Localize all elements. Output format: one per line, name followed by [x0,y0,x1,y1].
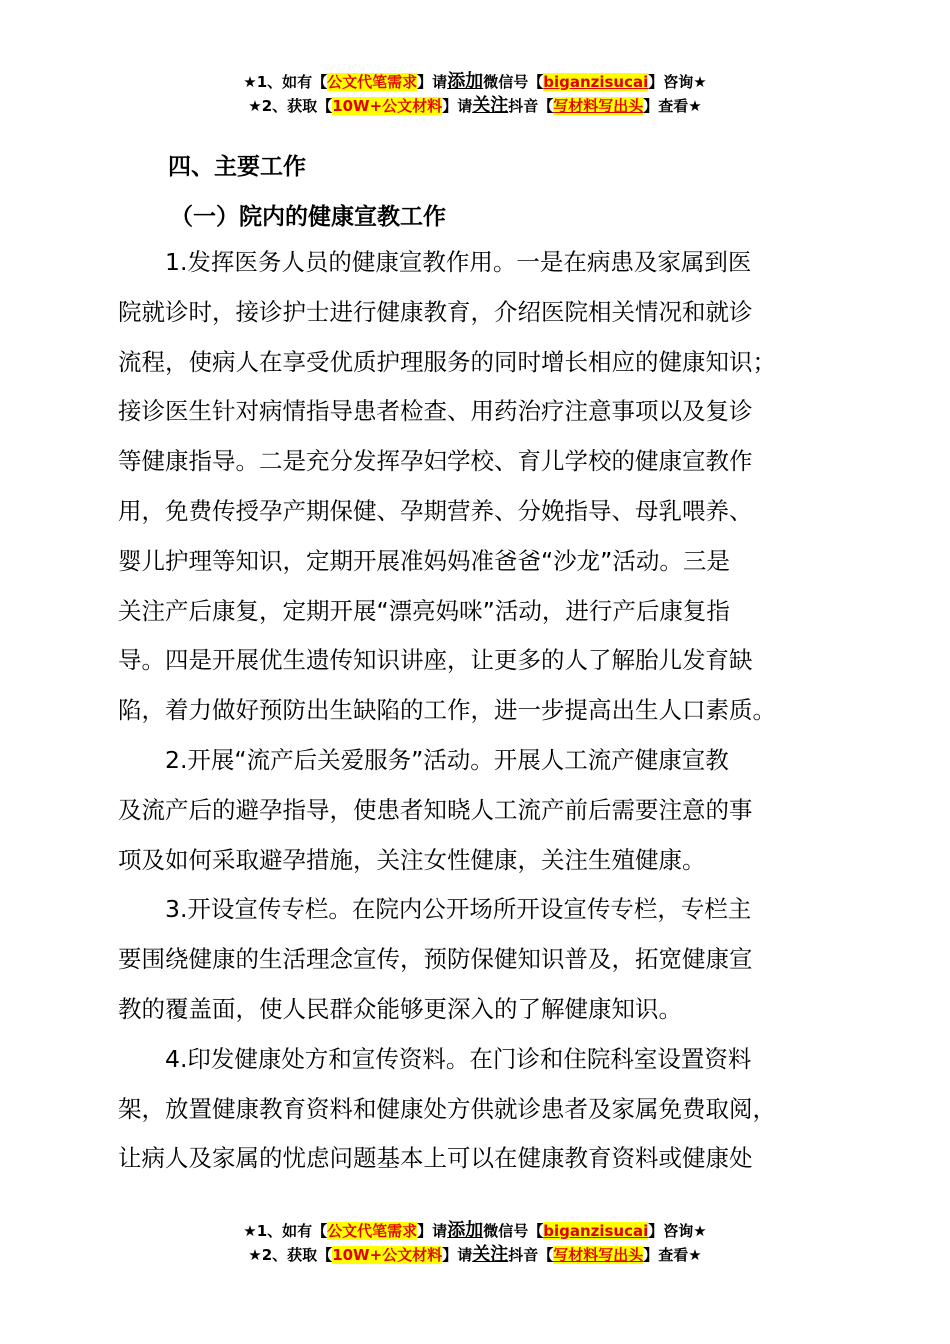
douyin-id: 写材料写出头 [553,1246,644,1264]
promo-line-2 [0,1243,950,1267]
text-line: 导。四是开展优生遗传知识讲座，让更多的人了解胎儿发育缺 [118,646,753,675]
text-line: 4.印发健康处方和宣传资料。在门诊和住院科室设置资料 [118,1044,752,1073]
text-line: 陷，着力做好预防出生缺陷的工作，进一步提高出生人口素质。 [118,696,776,725]
t: 抖音【 [508,97,554,115]
t: ★1、如有【 [243,73,328,91]
text-line: 3.开设宣传专栏。在院内公开场所开设宣传专栏，专栏主 [118,895,752,924]
wechat-id: biganzisucai [543,73,649,91]
t: 】请 [442,97,473,115]
text-line: 等健康指导。二是充分发挥孕妇学校、育儿学校的健康宣教作 [118,447,753,476]
highlight-text: 公文代笔需求 [327,1222,418,1240]
text-line: 1.发挥医务人员的健康宣教作用。一是在病患及家属到医 [118,248,752,276]
promo-header [0,70,950,118]
text-line: 接诊医生针对病情指导患者检查、用药治疗注意事项以及复诊 [118,397,753,426]
promo-line-2 [0,94,950,118]
promo-footer [0,1219,950,1267]
text-line: 2.开展“流产后关爱服务”活动。开展人工流产健康宣教 [118,746,729,774]
highlight-text: 10W+公文材料 [332,97,443,115]
promo-line-1 [0,1219,950,1243]
t: 】咨询★ [648,1222,707,1240]
text-line: 教的覆盖面，使人民群众能够更深入的了解健康知识。 [118,995,682,1023]
t: 添加 [447,1220,484,1241]
t: 关注 [472,95,509,116]
text-line: 婴儿护理等知识，定期开展准妈妈准爸爸“沙龙”活动。三是 [118,546,730,575]
t: 】咨询★ [648,73,707,91]
t: 】查看★ [643,97,702,115]
section-heading: 四、主要工作 [168,154,306,180]
text-line: 及流产后的避孕指导，使患者知晓人工流产前后需要注意的事 [118,795,753,824]
t: 微信号【 [483,1222,544,1240]
text-line: 让病人及家属的忧虑问题基本上可以在健康教育资料或健康处 [118,1144,753,1173]
subsection-heading: （一）院内的健康宣教工作 [170,204,446,230]
text-line: 架，放置健康教育资料和健康处方供就诊患者及家属免费取阅， [118,1094,776,1123]
t: 】请 [417,73,448,91]
text-line: 要围绕健康的生活理念宣传，预防保健知识普及，拓宽健康宣 [118,945,753,974]
t: 添加 [447,71,484,92]
t: 】请 [417,1222,448,1240]
t: 微信号【 [483,73,544,91]
douyin-id: 写材料写出头 [553,97,644,115]
text-line: 用，免费传授孕产期保健、孕期营养、分娩指导、母乳喂养、 [118,497,753,525]
t: 抖音【 [508,1246,554,1264]
t: ★2、获取【 [248,1246,333,1264]
t: 】查看★ [643,1246,702,1264]
text-line: 项及如何采取避孕措施，关注女性健康，关注生殖健康。 [118,845,706,874]
t: 】请 [442,1246,473,1264]
t: ★1、如有【 [243,1222,328,1240]
highlight-text: 10W+公文材料 [332,1246,443,1264]
promo-line-1 [0,70,950,94]
highlight-text: 公文代笔需求 [327,73,418,91]
wechat-id: biganzisucai [543,1222,649,1240]
text-line: 关注产后康复，定期开展“漂亮妈咪”活动，进行产后康复指 [118,596,730,625]
t: 关注 [472,1244,509,1265]
text-line: 院就诊时，接诊护士进行健康教育，介绍医院相关情况和就诊 [118,297,753,326]
t: ★2、获取【 [248,97,333,115]
text-line: 流程，使病人在享受优质护理服务的同时增长相应的健康知识； [118,347,776,376]
